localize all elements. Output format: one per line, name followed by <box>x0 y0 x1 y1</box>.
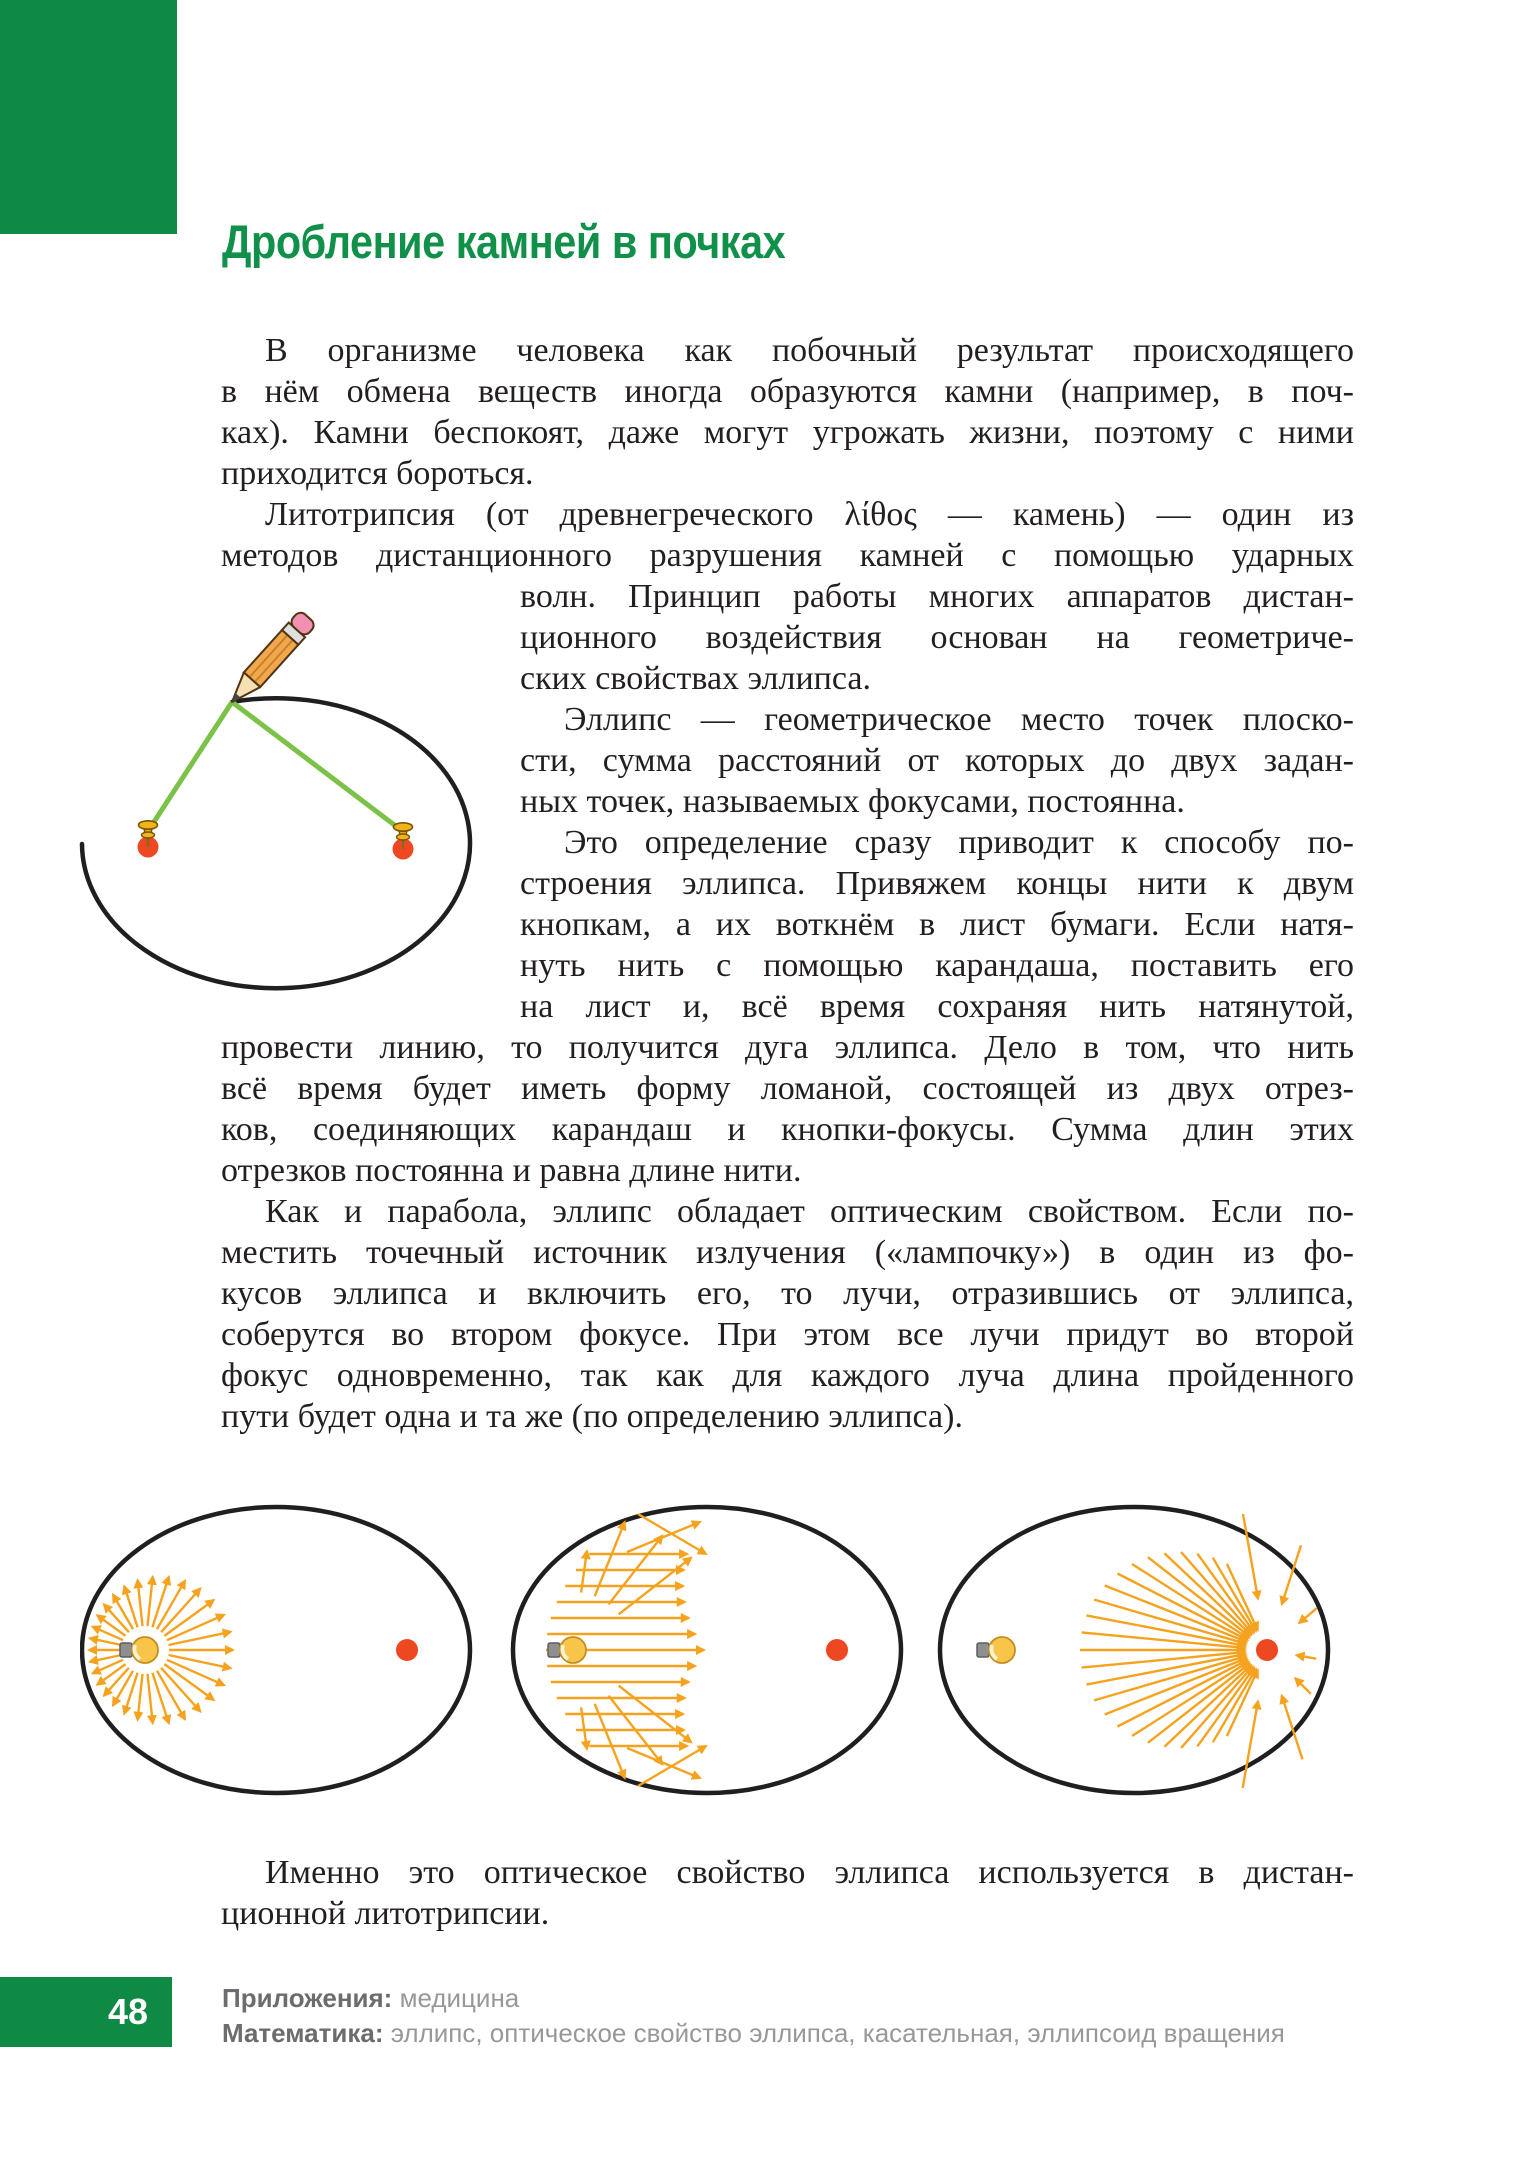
text-line: Это определение сразу приводит к способу по- <box>564 824 1354 861</box>
pencil-icon <box>224 610 317 709</box>
focus-dot <box>396 1639 418 1661</box>
text-line: приходится бороться. <box>221 455 534 492</box>
optical-property-figure <box>80 1500 1360 1800</box>
text-line: провести линию, то получится дуга эллипса. Дело в том, что нить <box>221 1029 1354 1066</box>
pushpin-icon <box>138 821 159 858</box>
text-line: строения эллипса. Привяжем концы нити к двум <box>520 865 1354 902</box>
footer-value: эллипс, оптическое свойство эллипса, касательная, эллипсоид вращения <box>390 2018 1285 2048</box>
text-line: местить точечный источник излучения («лампочку») в один из фо- <box>221 1234 1354 1271</box>
text-line: волн. Принцип работы многих аппаратов дистан- <box>520 578 1354 615</box>
closing-text-column <box>221 1852 1354 1934</box>
text-line: Именно это оптическое свойство эллипса используется в дистан- <box>265 1854 1354 1891</box>
footer-index <box>222 1981 1285 2051</box>
text-line: нуть нить с помощью карандаша, поставить его <box>520 947 1354 984</box>
footer-label: Приложения: <box>222 1983 393 2013</box>
pushpin-icon <box>393 823 414 860</box>
text-line: ных точек, называемых фокусами, постоянна. <box>520 783 1185 820</box>
text-line: ских свойствах эллипса. <box>520 660 871 697</box>
page-number-badge <box>0 1977 172 2047</box>
text-line: соберутся во втором фокусе. При этом все лучи придут во второй <box>221 1316 1354 1353</box>
light-bulb-icon <box>548 1637 586 1663</box>
light-bulb-icon <box>120 1637 158 1663</box>
footer-row <box>222 2016 1285 2051</box>
text-line: ках). Камни беспокоят, даже могут угрожать жизни, поэтому с ними <box>221 414 1354 451</box>
focus-dot <box>826 1639 848 1661</box>
text-line: Эллипс — геометрическое место точек плоско- <box>564 701 1354 738</box>
text-line: на лист и, всё время сохраняя нить натянутой, <box>520 988 1354 1025</box>
focus-dot <box>1256 1639 1278 1661</box>
page-title: Дробление камней в почках <box>222 215 786 269</box>
footer-row <box>222 1981 1285 2016</box>
emitted-rays <box>89 1577 233 1724</box>
page-number: 48 <box>107 1991 148 2032</box>
text-line: в нём обмена веществ иногда образуются камни (например, в поч- <box>221 373 1354 410</box>
text-line: пути будет одна и та же (по определению эллипса). <box>221 1398 963 1435</box>
text-line: ков, соединяющих карандаш и кнопки-фокусы. Сумма длин этих <box>221 1111 1354 1148</box>
text-line: ционной литотрипсии. <box>221 1895 550 1932</box>
light-bulb-icon <box>977 1637 1015 1663</box>
text-line: кусов эллипса и включить его, то лучи, отразившись от эллипса, <box>221 1275 1354 1312</box>
string-left <box>150 702 232 828</box>
text-line: всё время будет иметь форму ломаной, состоящей из двух отрез- <box>221 1070 1354 1107</box>
footer-label: Математика: <box>222 2018 384 2048</box>
ellipse-construction-figure <box>60 597 480 997</box>
text-line: сти, сумма расстояний от которых до двух задан- <box>520 742 1354 779</box>
text-line: кнопкам, а их воткнём в лист бумаги. Если натя- <box>520 906 1354 943</box>
chapter-color-block <box>0 0 177 234</box>
footer-value: медицина <box>399 1983 520 2013</box>
text-line: фокус одновременно, так как для каждого луча длина пройденного <box>221 1357 1354 1394</box>
text-line: ционного воздействия основан на геометриче- <box>520 619 1354 656</box>
text-line: методов дистанционного разрушения камней с помощью ударных <box>221 537 1354 574</box>
text-line: Как и парабола, эллипс обладает оптическим свойством. Если по- <box>265 1193 1354 1230</box>
text-line: Литотрипсия (от древнегреческого λίθος — камень) — один из <box>265 496 1354 533</box>
text-line: отрезков постоянна и равна длине нити. <box>221 1152 802 1189</box>
text-line: В организме человека как побочный результат происходящего <box>265 332 1354 369</box>
